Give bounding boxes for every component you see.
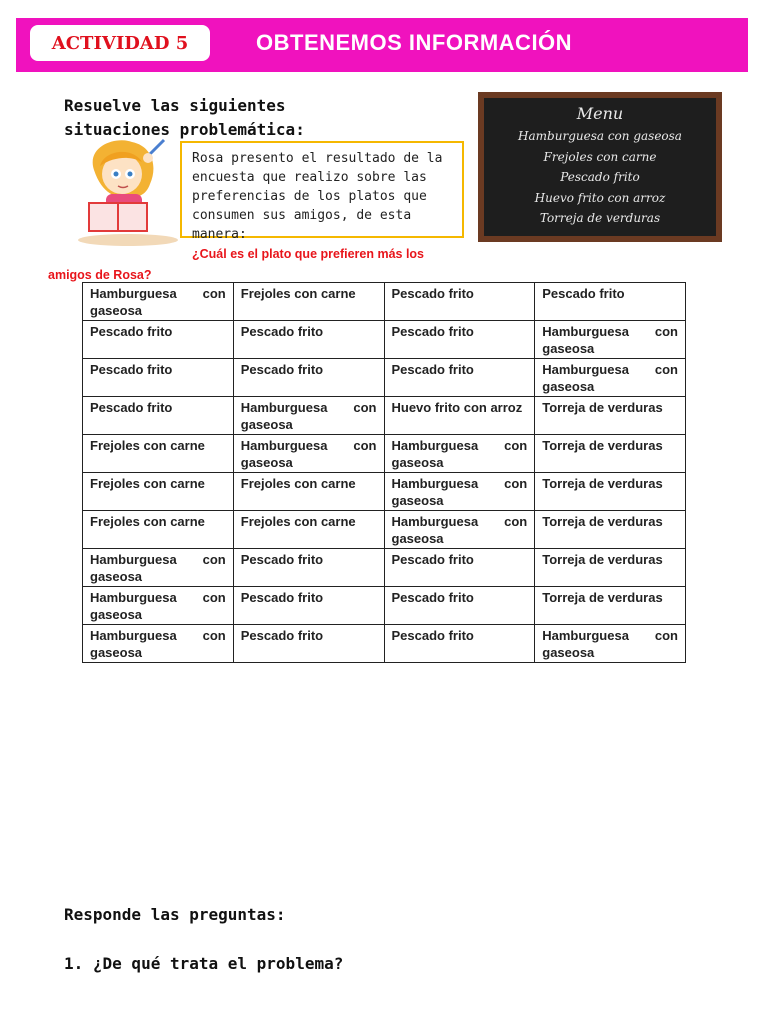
story-box: Rosa presento el resultado de la encuesta que realizo sobre las preferencias de los platos que consumen sus amigos, de esta manera: [180,141,464,238]
table-cell: Hamburguesa con gaseosa [83,587,234,625]
table-cell: Torreja de verduras [535,473,686,511]
table-row [83,587,686,625]
menu-item: Huevo frito con arroz [534,190,666,205]
table-row [83,397,686,435]
table-cell: Hamburguesa con gaseosa [384,511,535,549]
menu-item: Pescado frito [560,170,640,184]
table-cell: Torreja de verduras [535,397,686,435]
table-cell: Pescado frito [83,359,234,397]
table-cell: Hamburguesa con gaseosa [83,283,234,321]
table-row [83,283,686,321]
table-row [83,435,686,473]
table-cell: Torreja de verduras [535,511,686,549]
table-cell: Pescado frito [233,549,384,587]
table-row [83,321,686,359]
table-row [83,473,686,511]
table-cell: Torreja de verduras [535,549,686,587]
page-title: OBTENEMOS INFORMACIÓN [256,30,573,55]
table-cell: Hamburguesa con gaseosa [384,473,535,511]
table-cell: Pescado frito [233,625,384,663]
table-cell: Hamburguesa con gaseosa [83,549,234,587]
table-cell: Pescado frito [233,587,384,625]
table-row [83,359,686,397]
table-cell: Pescado frito [535,283,686,321]
question-text [48,244,468,286]
table-cell: Frejoles con carne [83,435,234,473]
menu-title: Menu [576,104,624,123]
question-line: amigos de Rosa? [48,268,152,282]
table-cell: Frejoles con carne [83,511,234,549]
table-cell: Pescado frito [384,321,535,359]
instruction-text: Resuelve las siguientes situaciones problemática: [64,96,305,139]
answer-prompt: Responde las preguntas: [64,905,286,924]
table-row [83,549,686,587]
table-cell: Pescado frito [83,397,234,435]
table-cell: Frejoles con carne [233,473,384,511]
table-cell: Huevo frito con arroz [384,397,535,435]
question-1: 1. ¿De qué trata el problema? [64,954,344,973]
table-cell: Pescado frito [384,625,535,663]
table-cell: Pescado frito [83,321,234,359]
table-cell: Torreja de verduras [535,587,686,625]
table-cell: Hamburguesa con gaseosa [384,435,535,473]
menu-chalkboard [478,92,722,242]
table-cell: Frejoles con carne [83,473,234,511]
menu-item: Torreja de verduras [539,211,661,225]
table-row [83,511,686,549]
table-cell: Hamburguesa con gaseosa [83,625,234,663]
table-cell: Frejoles con carne [233,283,384,321]
table-cell: Pescado frito [384,283,535,321]
menu-item: Frejoles con carne [543,149,657,164]
table-cell: Hamburguesa con gaseosa [233,397,384,435]
table-cell: Torreja de verduras [535,435,686,473]
activity-badge: ACTIVIDAD 5 [30,25,210,61]
table-cell: Hamburguesa con gaseosa [535,625,686,663]
table-cell: Pescado frito [384,587,535,625]
table-cell: Hamburguesa con gaseosa [535,321,686,359]
table-cell: Frejoles con carne [233,511,384,549]
table-cell: Pescado frito [233,359,384,397]
girl-reading-illustration [76,136,184,246]
table-cell: Pescado frito [384,549,535,587]
table-cell: Pescado frito [233,321,384,359]
table-cell: Hamburguesa con gaseosa [233,435,384,473]
question-line: ¿Cuál es el plato que prefieren más los [192,247,425,261]
menu-item: Hamburguesa con gaseosa [518,129,682,143]
table-cell: Pescado frito [384,359,535,397]
table-row [83,625,686,663]
table-cell: Hamburguesa con gaseosa [535,359,686,397]
survey-table [82,282,686,663]
